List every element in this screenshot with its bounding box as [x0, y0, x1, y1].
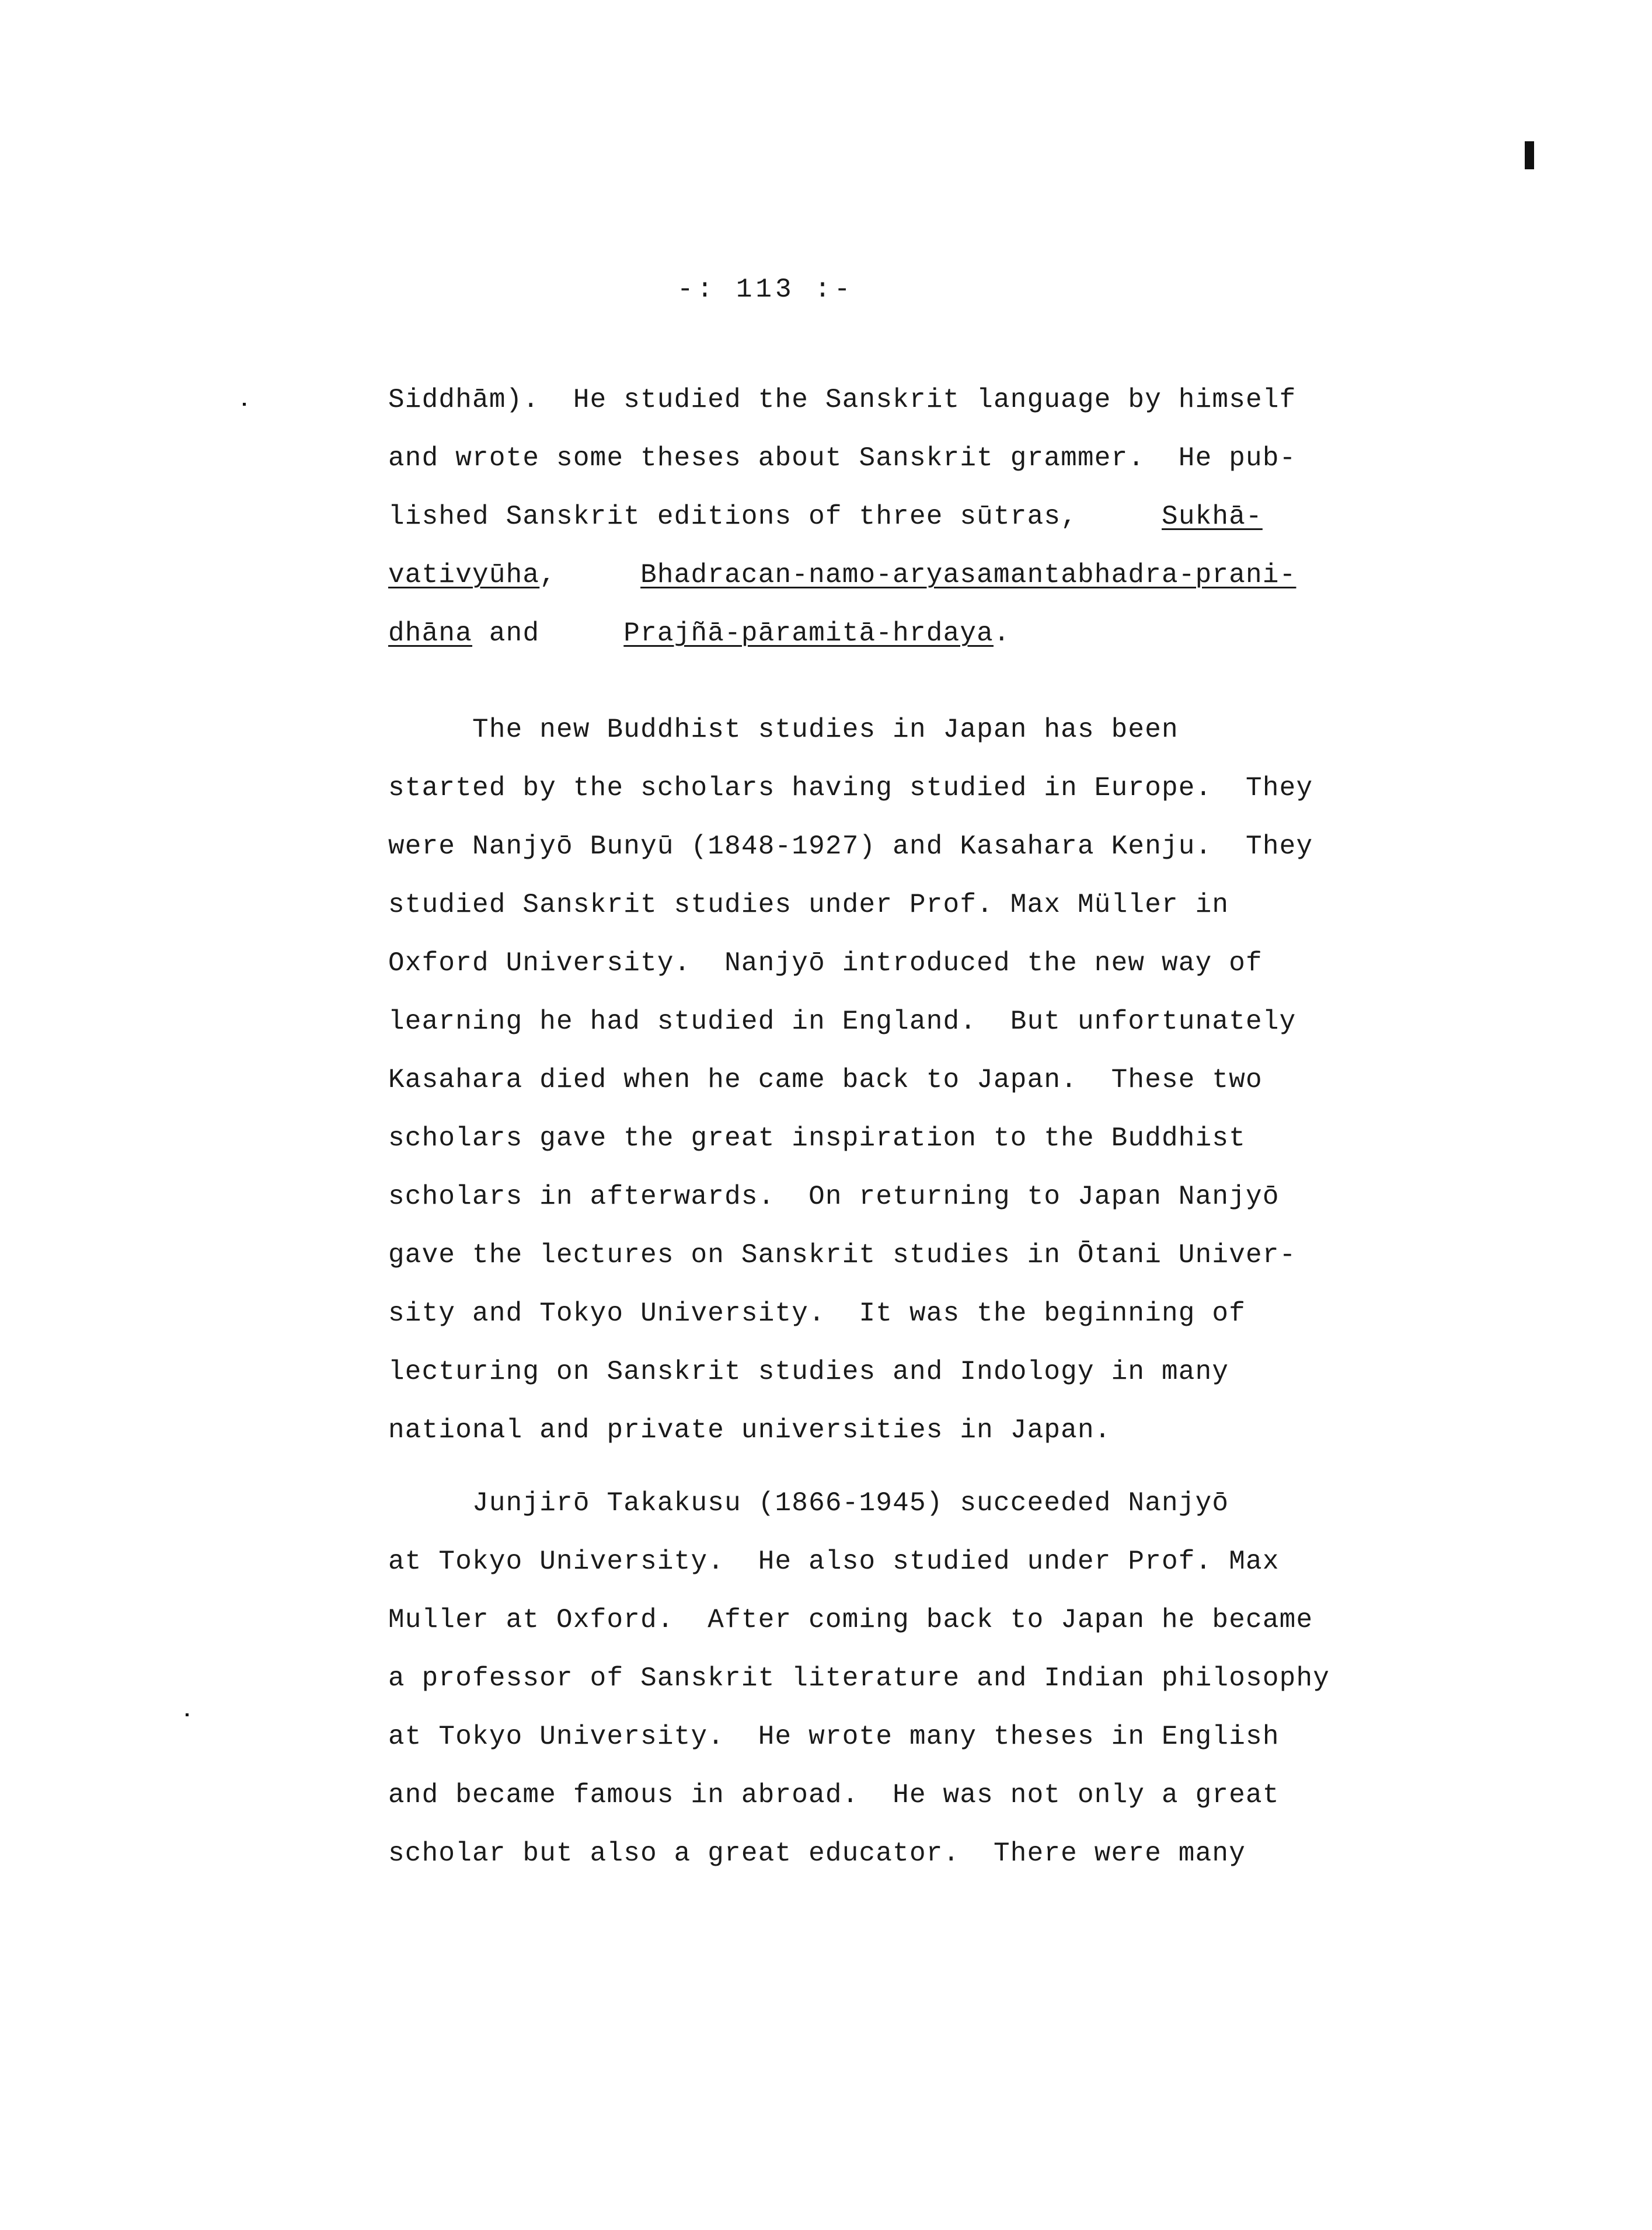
text-run: Oxford University. Nanjyō introduced the new way of [388, 948, 1263, 978]
text-line [388, 558, 1296, 593]
underlined-title: Prajñā-pāramitā-hrdaya [623, 618, 994, 649]
text-line [388, 1121, 1246, 1156]
text-run: The new Buddhist studies in Japan has been [388, 715, 1179, 745]
underlined-title: Sukhā- [1162, 501, 1263, 532]
text-line [388, 1296, 1246, 1331]
text-line [388, 1004, 1296, 1039]
text-run: learning he had studied in England. But unfortunately [388, 1006, 1296, 1037]
text-run: , [539, 560, 641, 590]
text-line [388, 1544, 1280, 1579]
underlined-title: Bhadracan-namo-aryasamantabhadra-prani- [640, 560, 1296, 590]
text-line [388, 1602, 1313, 1637]
text-run: started by the scholars having studied in Europe. They [388, 773, 1313, 803]
text-run: at Tokyo University. He wrote many theses in English [388, 1722, 1280, 1752]
text-line [388, 616, 1010, 651]
underlined-title: vativyūha [388, 560, 540, 590]
text-line [388, 1486, 1229, 1521]
text-run: Muller at Oxford. After coming back to Japan he became [388, 1605, 1313, 1635]
text-line [388, 382, 1296, 417]
speck [186, 1713, 189, 1716]
text-line [388, 1238, 1296, 1273]
text-run: national and private universities in Japan. [388, 1415, 1111, 1445]
binding-mark [1525, 141, 1534, 169]
text-run: scholars in afterwards. On returning to Japan Nanjyō [388, 1182, 1280, 1212]
text-line [388, 1413, 1111, 1448]
text-run: gave the lectures on Sanskrit studies in Ōtani Univer- [388, 1240, 1296, 1270]
text-run: scholars gave the great inspiration to the Buddhist [388, 1123, 1246, 1154]
text-line [388, 1179, 1280, 1214]
text-run: Kasahara died when he came back to Japan. These two [388, 1065, 1263, 1095]
text-line [388, 946, 1263, 981]
text-line [388, 441, 1296, 476]
text-run: a professor of Sanskrit literature and Indian philosophy [388, 1663, 1330, 1694]
text-run: lished Sanskrit editions of three sūtras, [388, 501, 1162, 532]
text-run: . [993, 618, 1010, 649]
text-line [388, 829, 1313, 864]
text-run: lecturing on Sanskrit studies and Indology in many [388, 1357, 1229, 1387]
text-line [388, 1661, 1330, 1696]
underlined-title: dhāna [388, 618, 473, 649]
text-line [388, 1836, 1246, 1871]
text-run: and became famous in abroad. He was not only a great [388, 1780, 1280, 1810]
text-run: and [472, 618, 624, 649]
text-run: sity and Tokyo University. It was the beginning of [388, 1298, 1246, 1329]
text-line [388, 1778, 1280, 1813]
text-line [388, 1062, 1263, 1097]
text-line [388, 1354, 1229, 1389]
text-line [388, 1719, 1280, 1754]
speck [243, 403, 246, 406]
text-line [388, 712, 1179, 747]
page-number: -: 113 :- [677, 274, 854, 305]
text-run: and wrote some theses about Sanskrit grammer. He pub- [388, 443, 1296, 473]
text-run: scholar but also a great educator. There were many [388, 1838, 1246, 1869]
text-line [388, 887, 1229, 922]
text-run: Junjirō Takakusu (1866-1945) succeeded Nanjyō [388, 1488, 1229, 1518]
text-line [388, 499, 1263, 534]
text-run: were Nanjyō Bunyū (1848-1927) and Kasahara Kenju. They [388, 831, 1313, 862]
text-run: Siddhām). He studied the Sanskrit language by himself [388, 385, 1296, 415]
text-line [388, 771, 1313, 806]
text-run: studied Sanskrit studies under Prof. Max Müller in [388, 890, 1229, 920]
text-run: at Tokyo University. He also studied under Prof. Max [388, 1546, 1280, 1577]
